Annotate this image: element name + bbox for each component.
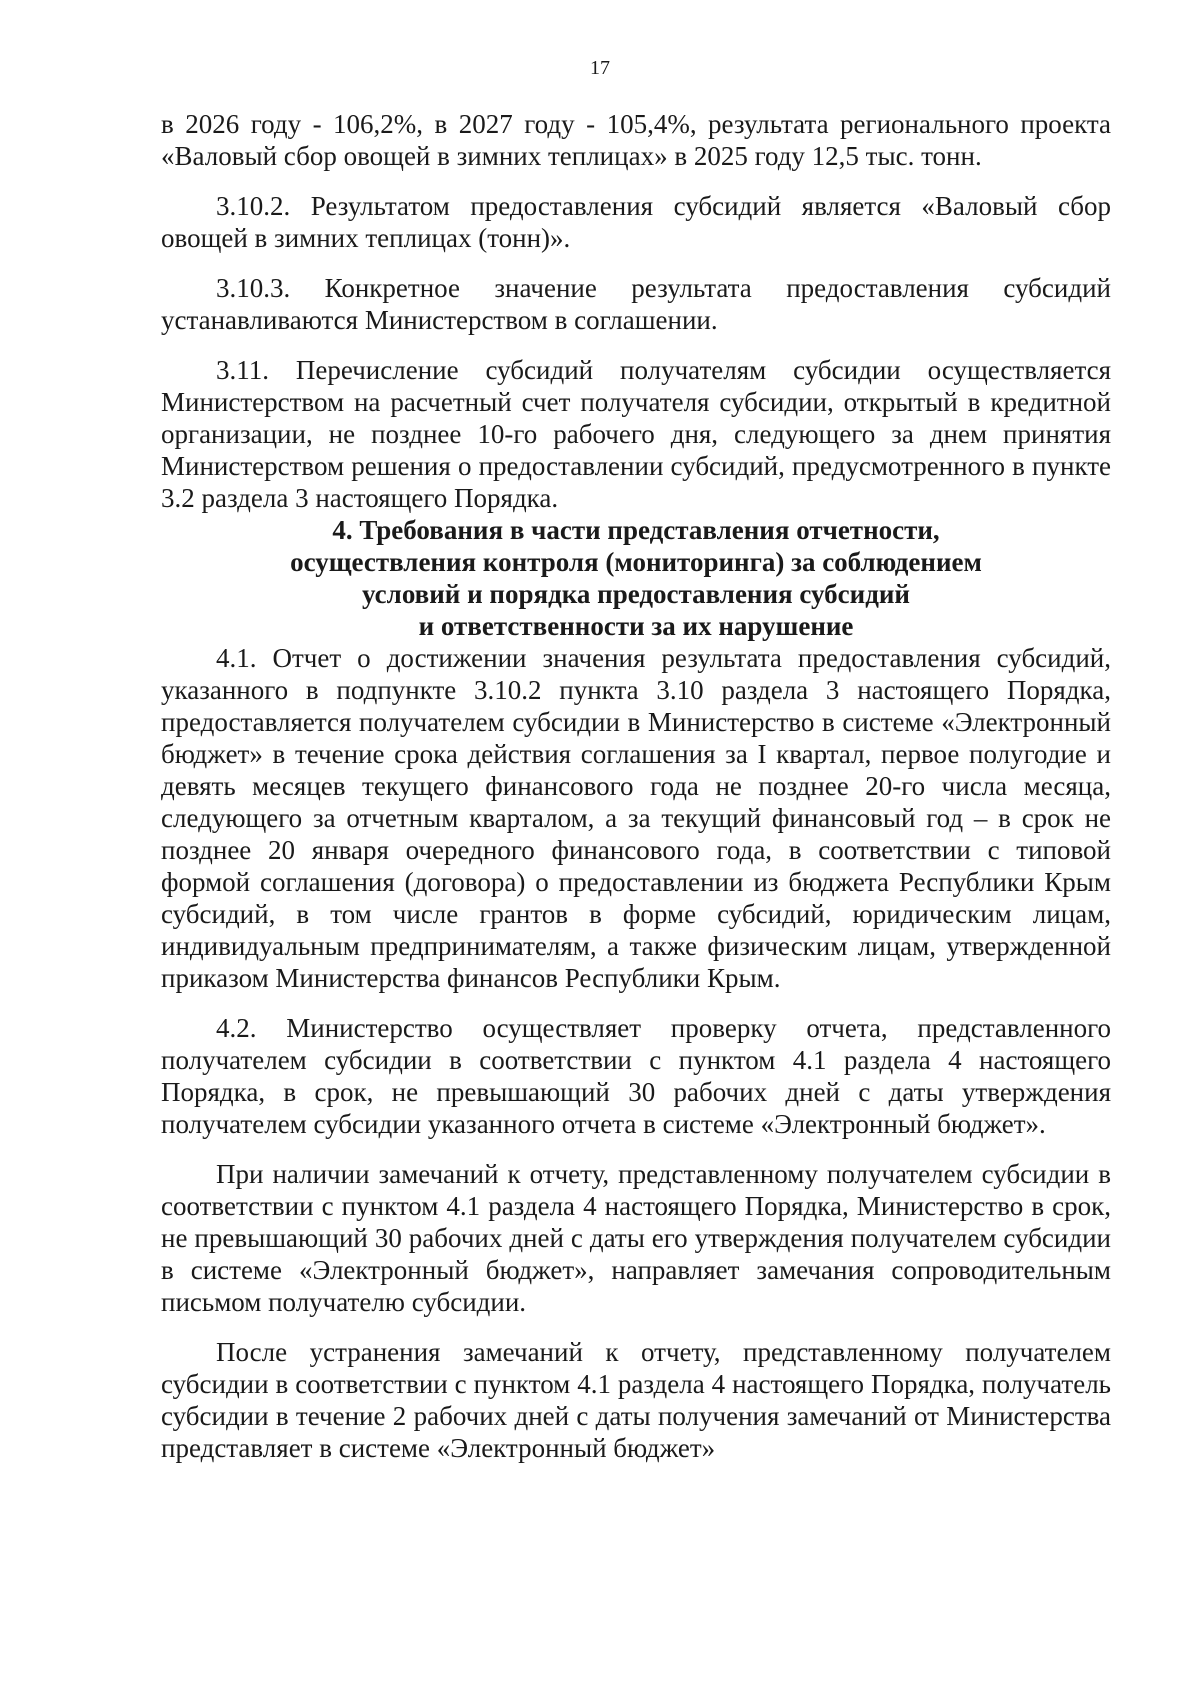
paragraph-3-10-2: 3.10.2. Результатом предоставления субсидий является «Валовый сбор овощей в зимних теплицах (тонн)». [161, 191, 1111, 253]
section-heading [161, 514, 1111, 642]
paragraph-after-remarks: После устранения замечаний к отчету, представленному получателем субсидии в соответствии с пунктом 4.1 раздела 4 настоящего Порядка, получатель субсидии в течение 2 рабочих дней с даты получения замечаний от Министерства представляет в системе «Электронный бюджет» [161, 1337, 1111, 1463]
paragraph-remarks: При наличии замечаний к отчету, представленному получателем субсидии в соответствии с пунктом 4.1 раздела 4 настоящего Порядка, Министерство в срок, не превышающий 30 рабочих дней с даты его утверждения получателем субсидии в системе «Электронный бюджет», направляет замечания сопроводительным письмом получателю субсидии. [161, 1159, 1111, 1317]
section-heading-line: 4. Требования в части представления отчетности, [332, 515, 940, 545]
paragraph-3-11: 3.11. Перечисление субсидий получателям субсидии осуществляется Министерством на расчетный счет получателя субсидии, открытый в кредитной организации, не позднее 10-го рабочего дня, следующего за днем принятия Министерством решения о предоставлении субсидий, предусмотренного в пункте 3.2 раздела 3 настоящего Порядка. [161, 355, 1111, 513]
paragraph-3-10-3: 3.10.3. Конкретное значение результата предоставления субсидий устанавливаются Министерством в соглашении. [161, 273, 1111, 335]
paragraph-4-1: 4.1. Отчет о достижении значения результата предоставления субсидий, указанного в подпункте 3.10.2 пункта 3.10 раздела 3 настоящего Порядка, предоставляется получателем субсидии в Министерство в системе «Электронный бюджет» в течение срока действия соглашения за I квартал, первое полугодие и девять месяцев текущего финансового года не позднее 20-го числа месяца, следующего за отчетным кварталом, а за текущий финансовый год – в срок не позднее 20 января очередного финансового года, в соответствии с типовой формой соглашения (договора) о предоставлении из бюджета Республики Крым субсидий, в том числе грантов в форме субсидий, юридическим лицам, индивидуальным предпринимателям, а также физическим лицам, утвержденной приказом Министерства финансов Республики Крым. [161, 643, 1111, 993]
page-number: 17 [590, 57, 610, 79]
section-heading-line: осуществления контроля (мониторинга) за соблюдением [290, 547, 982, 577]
document-body [161, 108, 1111, 1464]
paragraph-continuation: в 2026 году - 106,2%, в 2027 году - 105,4%, результата регионального проекта «Валовый сбор овощей в зимних теплицах» в 2025 году 12,5 тыс. тонн. [161, 109, 1111, 171]
section-heading-line: и ответственности за их нарушение [418, 611, 854, 641]
paragraph-4-2: 4.2. Министерство осуществляет проверку отчета, представленного получателем субсидии в соответствии с пунктом 4.1 раздела 4 настоящего Порядка, в срок, не превышающий 30 рабочих дней с даты утверждения получателем субсидии указанного отчета в системе «Электронный бюджет». [161, 1013, 1111, 1139]
section-heading-line: условий и порядка предоставления субсидий [362, 579, 910, 609]
